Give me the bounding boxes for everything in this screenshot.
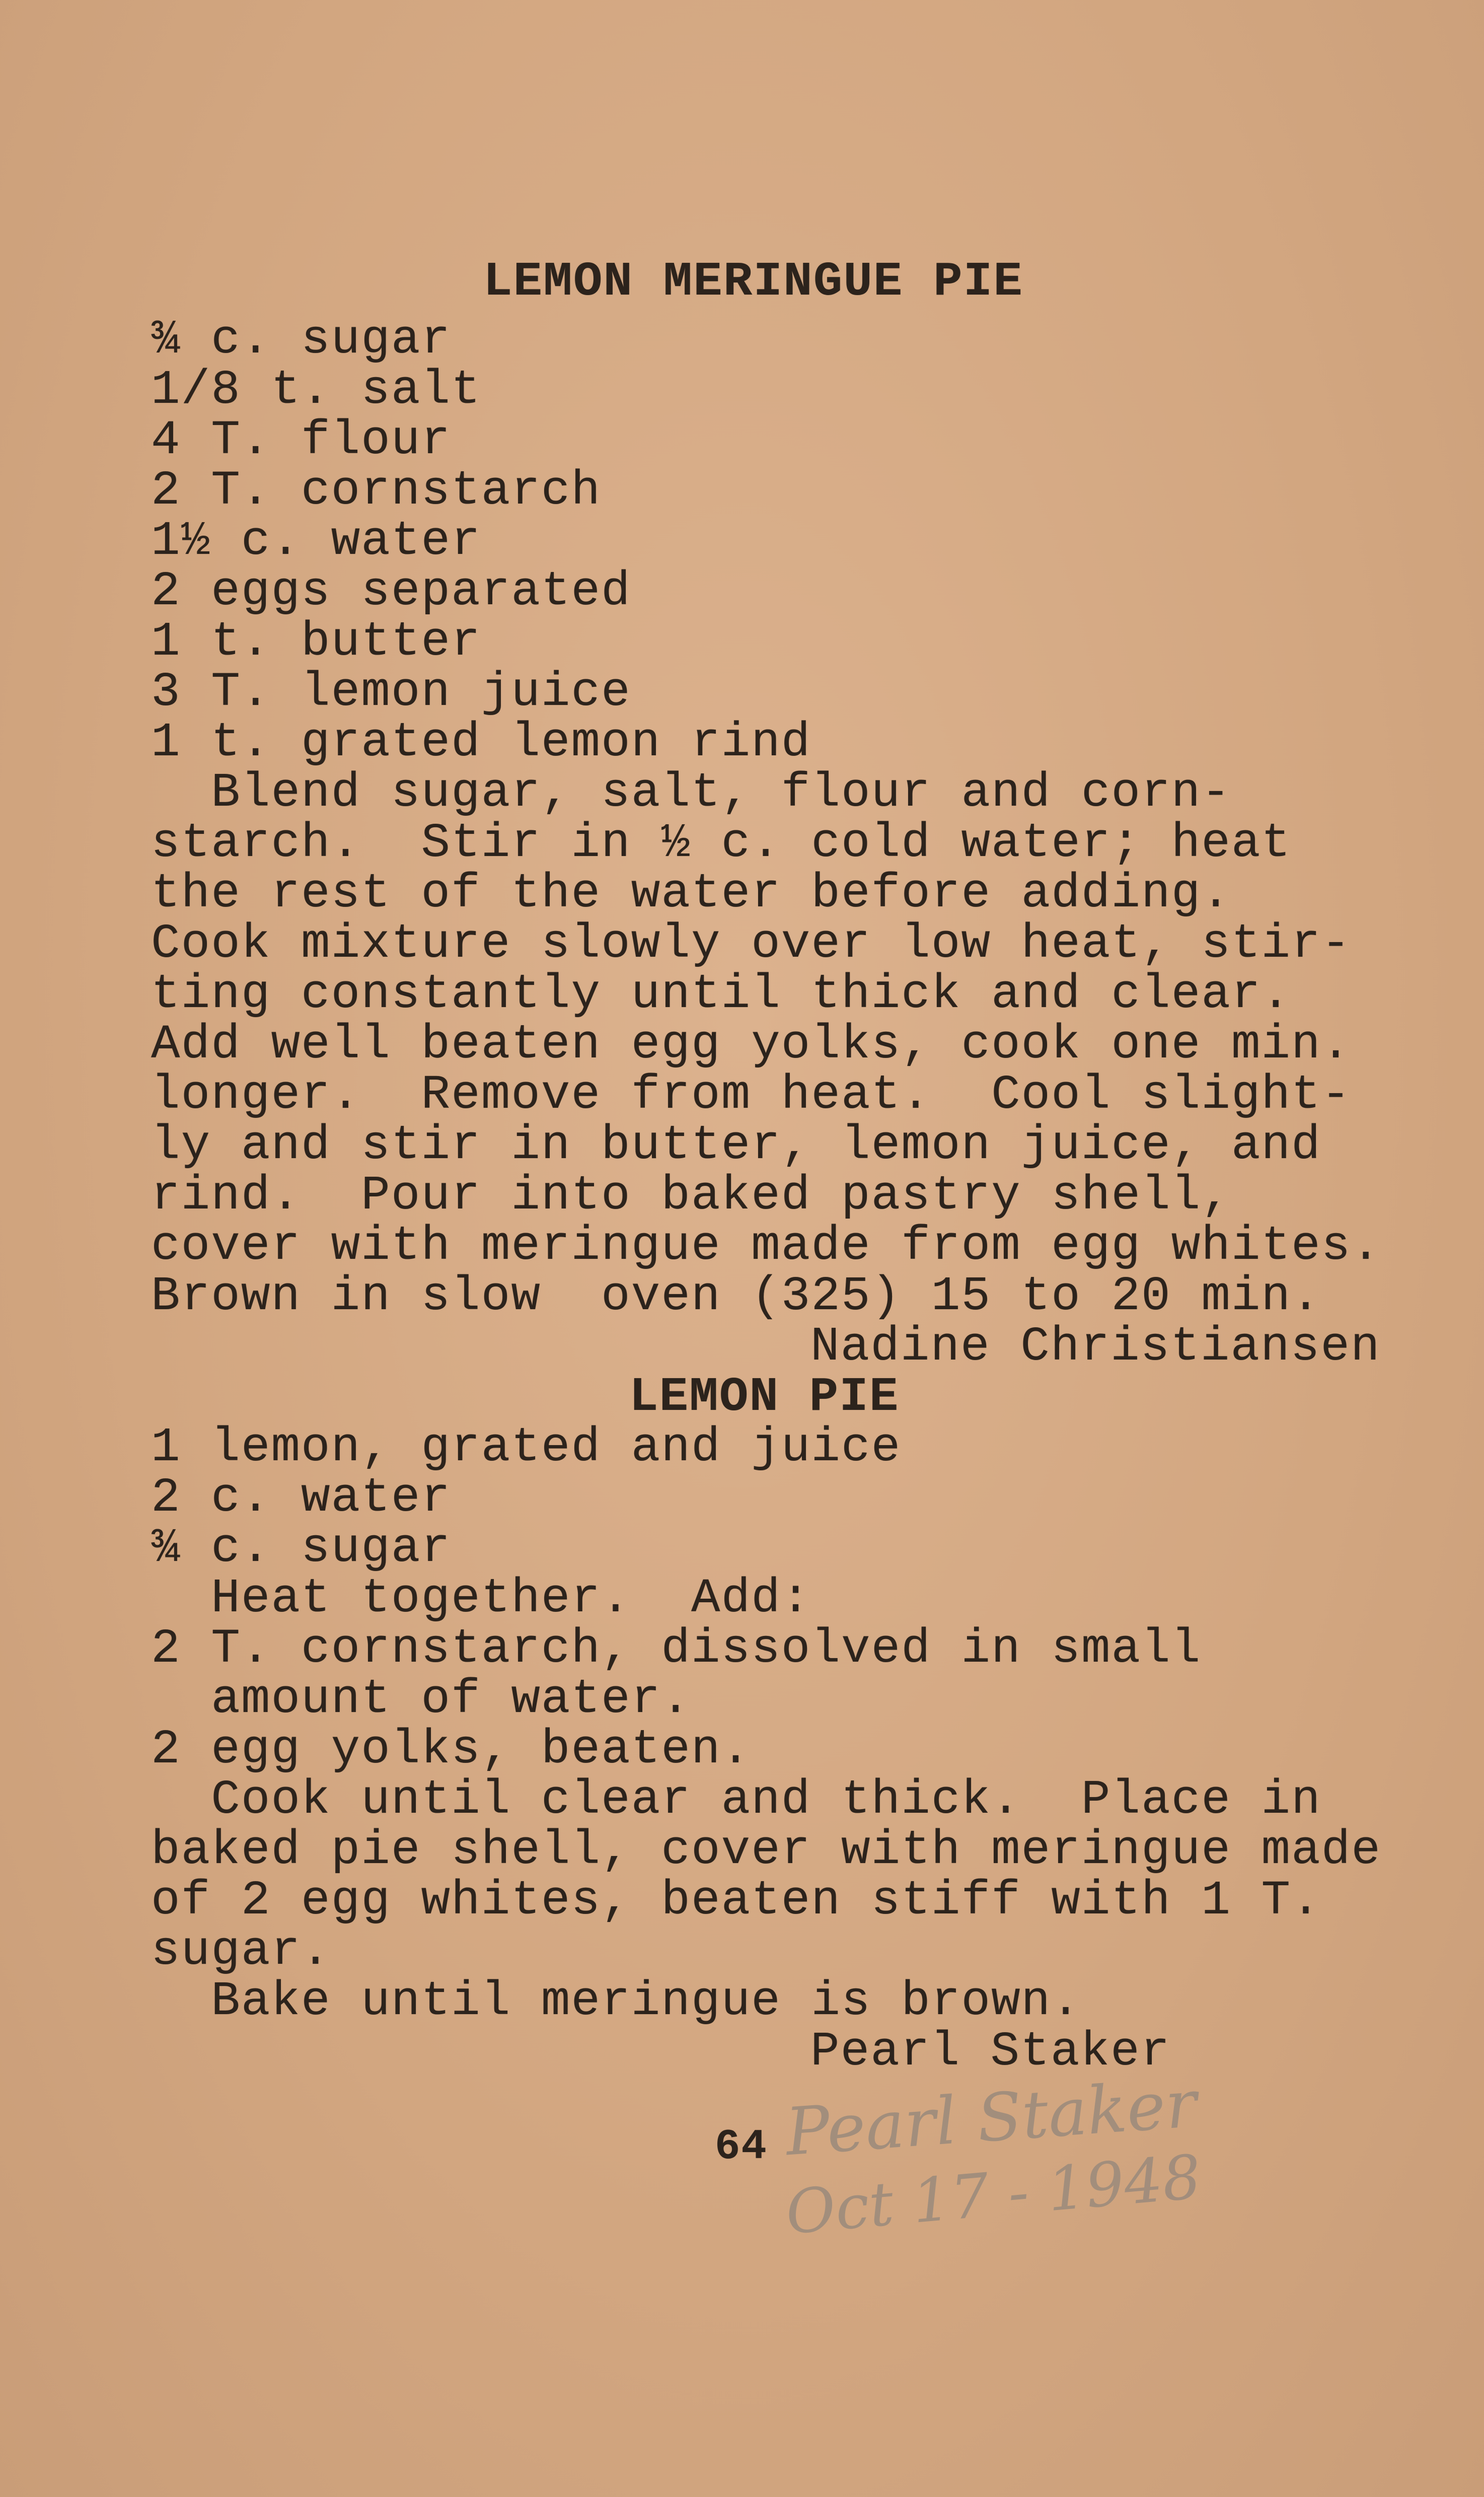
recipe2-author: Pearl Staker (810, 2024, 1171, 2079)
ingredient-line: 3 T. lemon juice (151, 665, 631, 720)
ingredient-line: 2 eggs separated (151, 564, 631, 619)
recipe2-line: Bake until meringue is brown. (151, 1974, 1081, 2029)
ingredient-line: 1 t. grated lemon rind (151, 715, 811, 770)
ingredient-line: 2 T. cornstarch (151, 463, 602, 518)
recipe2-line: Heat together. Add: (151, 1571, 811, 1626)
recipe2-line: 2 c. water (151, 1470, 452, 1525)
recipe2-line: 2 T. cornstarch, dissolved in small (151, 1621, 1202, 1676)
recipe1-author: Nadine Christiansen (810, 1319, 1381, 1374)
direction-line: the rest of the water before adding. (151, 866, 1231, 921)
direction-line: Add well beaten egg yolks, cook one min. (151, 1017, 1352, 1072)
recipe2-line: of 2 egg whites, beaten stiff with 1 T. (151, 1873, 1321, 1928)
direction-line: cover with meringue made from egg whites. (151, 1219, 1381, 1273)
page-number: 64 (715, 2123, 768, 2171)
handwritten-date: Oct 17 - 1948 (783, 2142, 1204, 2248)
ingredient-line: ¾ c. sugar (151, 312, 452, 367)
recipe1-title: LEMON MERINGUE PIE (483, 254, 1023, 309)
direction-line: rind. Pour into baked pastry shell, (151, 1168, 1231, 1223)
recipe2-line: sugar. (151, 1923, 331, 1978)
direction-line: Blend sugar, salt, flour and corn- (151, 765, 1231, 820)
ingredient-line: 1 t. butter (151, 614, 481, 669)
ingredient-line: 1/8 t. salt (151, 363, 481, 417)
ingredient-line: 4 T. flour (151, 413, 452, 468)
ingredient-line: 1½ c. water (151, 514, 481, 568)
recipe2-line: amount of water. (151, 1672, 691, 1727)
recipe2-line: ¾ c. sugar (151, 1521, 452, 1576)
recipe2-line: baked pie shell, cover with meringue made (151, 1823, 1381, 1878)
direction-line: Cook mixture slowly over low heat, stir- (151, 916, 1352, 971)
direction-line: Brown in slow oven (325) 15 to 20 min. (151, 1269, 1321, 1324)
direction-line: longer. Remove from heat. Cool slight- (151, 1067, 1352, 1122)
recipe2-line: 1 lemon, grated and juice (151, 1420, 902, 1475)
handwritten-signature: Pearl Staker (783, 2065, 1200, 2171)
recipe2-line: 2 egg yolks, beaten. (151, 1722, 752, 1777)
direction-line: ting constantly until thick and clear. (151, 967, 1292, 1022)
direction-line: ly and stir in butter, lemon juice, and (151, 1118, 1321, 1173)
recipe2-title: LEMON PIE (629, 1370, 900, 1424)
recipe2-line: Cook until clear and thick. Place in (151, 1772, 1321, 1827)
direction-line: starch. Stir in ½ c. cold water; heat (151, 816, 1292, 871)
